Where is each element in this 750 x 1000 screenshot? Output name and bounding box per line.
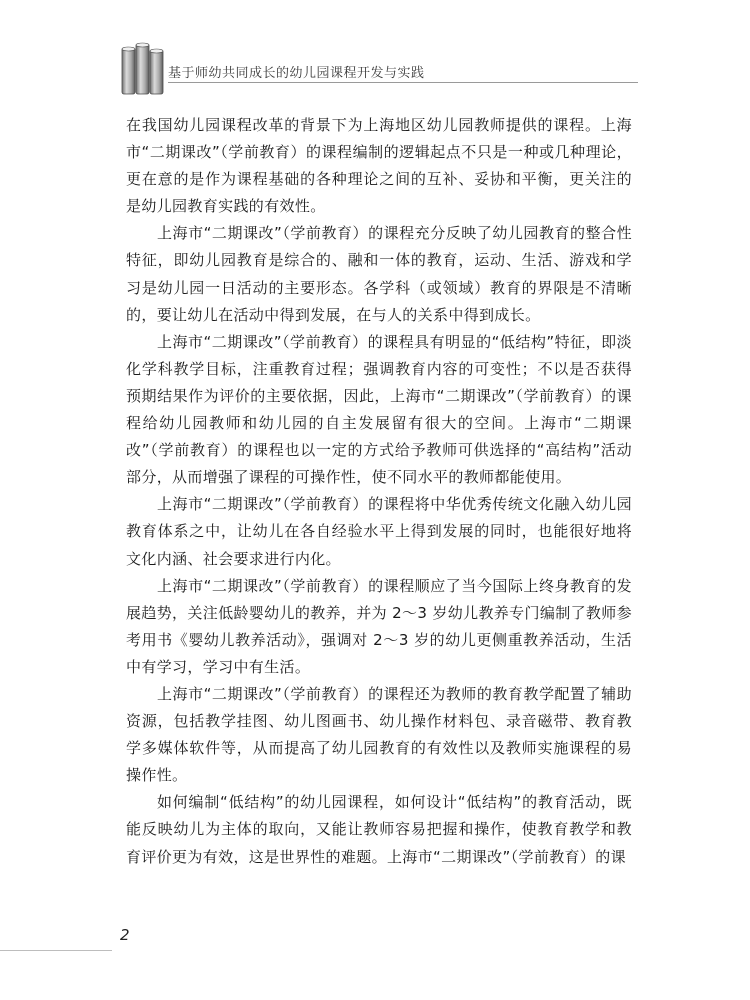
page-number: 2 [120,926,130,944]
paragraph: 如何编制“低结构”的幼儿园课程，如何设计“低结构”的教育活动，既能反映幼儿为主体的取向，又能让教师容易把握和操作，使教育教学和教育评价更为有效，这是世界性的难题。上海市“二期课改”（学前教育）的课 [126,793,632,866]
paragraph: 上海市“二期课改”（学前教育）的课程还为教师的教育教学配置了辅助资源，包括教学挂图、幼儿图画书、幼儿操作材料包、录音磁带、教育教学多媒体软件等，从而提高了幼儿园教育的有效性以及教师实施课程的易操作性。 [126,684,632,785]
running-title: 基于师幼共同成长的幼儿园课程开发与实践 [168,66,425,81]
body-text [126,112,632,871]
paragraph: 上海市“二期课改”（学前教育）的课程将中华优秀传统文化融入幼儿园教育体系之中，让幼儿在各自经验水平上得到发展的同时，也能很好地将文化内涵、社会要求进行内化。 [126,495,632,568]
paragraph: 上海市“二期课改”（学前教育）的课程具有明显的“低结构”特征，即淡化学科教学目标，注重教育过程；强调教育内容的可变性；不以是否获得预期结果作为评价的主要依据，因此，上海市“二期课改”（学前教育）的课程给幼儿园教师和幼儿园的自主发展留有很大的空间。上海市“二期课改”（学前教育）的课程也以一定的方式给予教师可供选择的“高结构”活动部分，从而增强了课程的可操作性，使不同水平的教师都能使用。 [126,332,632,487]
paragraph: 上海市“二期课改”（学前教育）的课程充分反映了幼儿园教育的整合性特征，即幼儿园教育是综合的、融和一体的教育，运动、生活、游戏和学习是幼儿园一日活动的主要形态。各学科（或领域）教育的界限是不清晰的，要让幼儿在活动中得到发展，在与人的关系中得到成长。 [126,224,632,324]
header-divider [168,82,638,83]
running-header [118,38,638,98]
footer-divider [0,950,112,951]
paragraph: 在我国幼儿园课程改革的背景下为上海地区幼儿园教师提供的课程。上海市“二期课改”（学前教育）的课程编制的逻辑起点不只是一种或几种理论，更在意的是作为课程基础的各种理论之间的互补、妥协和平衡，更关注的是幼儿园教育实践的有效性。 [126,116,632,216]
paragraph: 上海市“二期课改”（学前教育）的课程顺应了当今国际上终身教育的发展趋势，关注低龄婴幼儿的教养，并为 2～3 岁幼儿教养专门编制了教师参考用书《婴幼儿教养活动》，强调对 2～3 岁的幼儿更侧重教养活动，生活中有学习，学习中有生活。 [126,576,632,676]
